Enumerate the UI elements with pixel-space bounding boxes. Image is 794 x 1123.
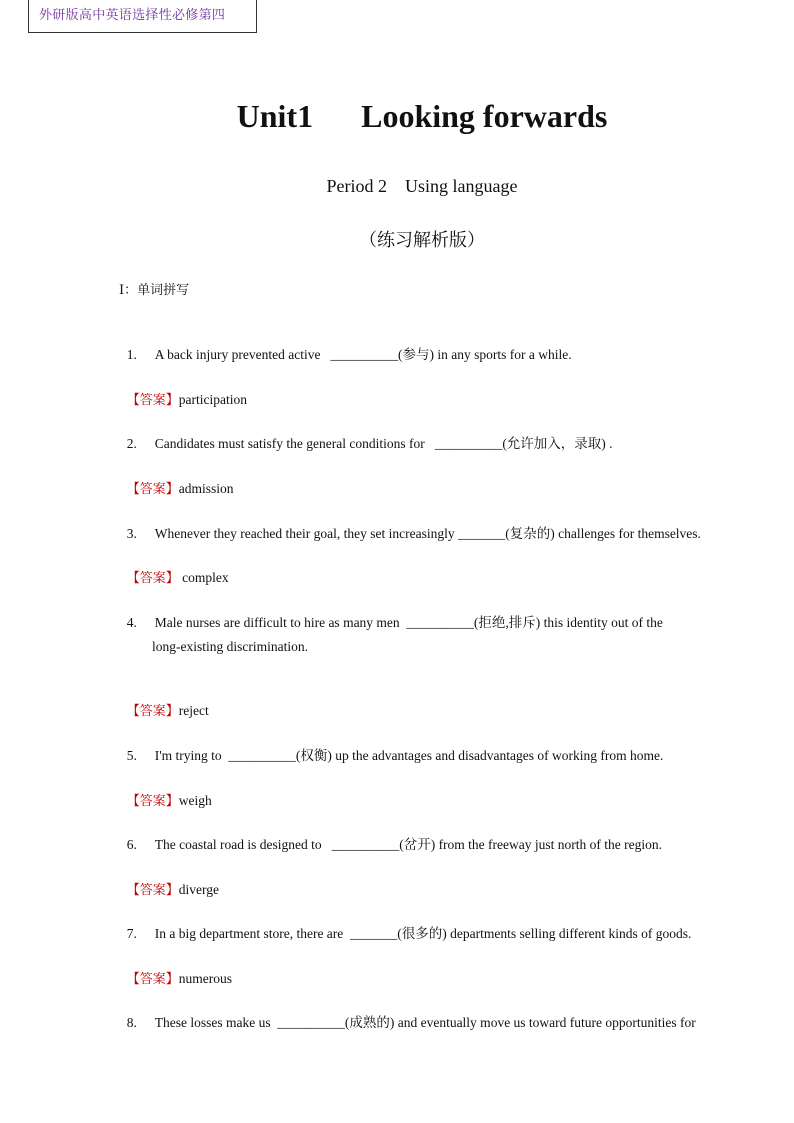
page-title: Unit1 Looking forwards: [236, 98, 608, 134]
question-3: [120, 504, 701, 544]
answer-text: numerous: [178, 971, 233, 986]
answer-text: admission: [178, 481, 234, 496]
question-7: [120, 904, 691, 944]
answer-2: [120, 459, 234, 500]
question-text: Male nurses are difficult to hire as many men __________(拒绝,排斥) this identity out of the: [154, 615, 663, 630]
section-title: I：单词拼写: [119, 283, 190, 298]
question-text: The coastal road is designed to __________(岔开) from the freeway just north of the region.: [154, 837, 662, 852]
answer-4: [120, 681, 209, 722]
question-text: Candidates must satisfy the general conditions for __________(允许加入，录取) .: [154, 436, 613, 451]
edition-label: （练习解析版）: [359, 230, 485, 251]
question-number: 3.: [126, 526, 137, 541]
question-text: In a big department store, there are _______(很多的) departments selling different kinds of goods.: [154, 926, 692, 941]
question-text: A back injury prevented active __________(参与) in any sports for a while.: [154, 347, 572, 362]
question-8: [120, 993, 696, 1033]
answer-text: participation: [178, 392, 247, 407]
answer-text: diverge: [178, 882, 220, 897]
answer-tag: 【答案】: [126, 393, 179, 408]
question-text: I'm trying to __________(权衡) up the advantages and disadvantages of working from home.: [154, 748, 664, 763]
answer-tag: 【答案】: [126, 794, 179, 809]
header-label: 外研版高中英语选择性必修第四: [28, 0, 257, 33]
question-4: [120, 593, 663, 633]
answer-tag: 【答案】: [126, 704, 179, 719]
question-number: 8.: [126, 1015, 137, 1030]
question-text: Whenever they reached their goal, they set increasingly _______(复杂的) challenges for themselves.: [154, 526, 701, 541]
answer-5: [120, 771, 212, 812]
question-5: [120, 726, 663, 766]
question-number: 5.: [126, 748, 137, 763]
answer-3: [120, 548, 229, 589]
question-4-continued: long-existing discrimination.: [152, 639, 308, 654]
page-subtitle: Period 2 Using language: [326, 176, 518, 196]
question-1: [120, 325, 572, 365]
answer-1: [120, 370, 247, 411]
answer-text: weigh: [178, 793, 212, 808]
question-text: These losses make us __________(成熟的) and eventually move us toward future opportunities for: [154, 1015, 696, 1030]
answer-6: [120, 860, 219, 901]
question-number: 6.: [126, 837, 137, 852]
question-number: 4.: [126, 615, 137, 630]
answer-tag: 【答案】: [126, 571, 179, 586]
question-2: [120, 414, 613, 454]
question-number: 1.: [126, 347, 137, 362]
question-number: 7.: [126, 926, 137, 941]
question-number: 2.: [126, 436, 137, 451]
question-6: [120, 815, 662, 855]
answer-text: complex: [178, 570, 229, 585]
answer-tag: 【答案】: [126, 482, 179, 497]
answer-7: [120, 949, 232, 990]
answer-text: reject: [178, 703, 209, 718]
answer-tag: 【答案】: [126, 883, 179, 898]
answer-tag: 【答案】: [126, 972, 179, 987]
